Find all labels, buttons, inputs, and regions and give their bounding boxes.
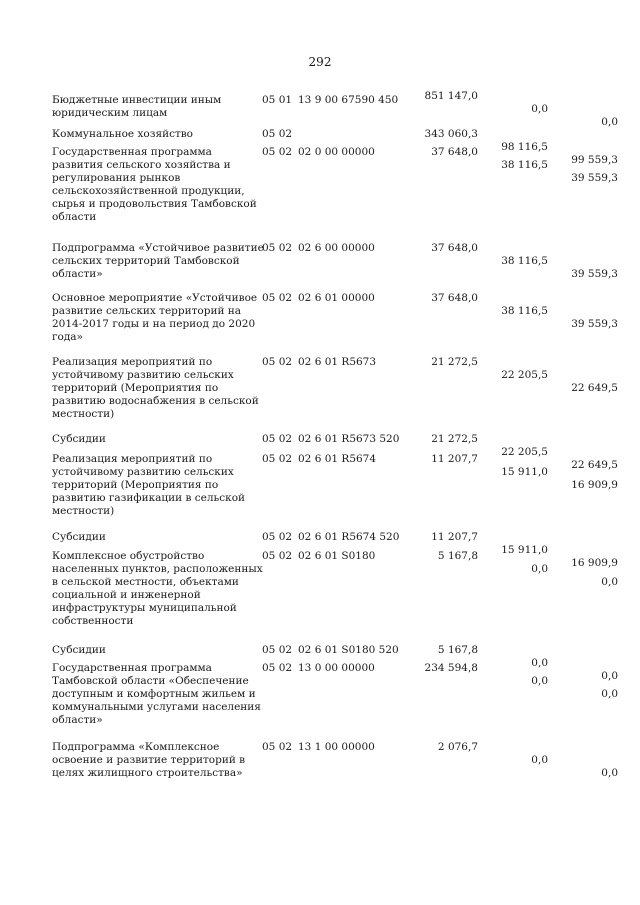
row-section-code: 05 02: [262, 531, 293, 543]
row-value-year3: 0,0: [601, 767, 618, 779]
row-name: Подпрограмма «Устойчивое развитие сельских территорий Тамбовской области»: [52, 242, 264, 280]
row-name: Подпрограмма «Комплексное освоение и развитие территорий в целях жилищного строительства»: [52, 741, 246, 779]
row-value-year3: 39 559,3: [571, 318, 618, 330]
row-value-year1: 5 167,8: [437, 550, 478, 562]
row-value-year2: 0,0: [531, 103, 548, 115]
table-row: [0, 741, 640, 780]
row-value-year3: 22 649,5: [571, 459, 618, 471]
row-name: Субсидии: [52, 531, 106, 543]
row-target-code: 02 6 01 00000: [298, 292, 375, 304]
table-row: [0, 662, 640, 726]
row-target-code: 02 6 01 R5674 520: [298, 531, 400, 543]
row-name: Государственная программа развития сельского хозяйства и регулирования рынков сельскохозяйственной продукции, сырья и продовольствия Тамбовской области: [52, 146, 257, 223]
row-section-code: 05 02: [262, 644, 293, 656]
row-value-year2: 38 116,5: [501, 305, 548, 317]
row-name: Субсидии: [52, 433, 106, 445]
row-section-code: 05 02: [262, 356, 293, 368]
row-target-code: 13 9 00 67590 450: [298, 94, 399, 106]
row-target-code: 02 6 00 00000: [298, 242, 375, 254]
row-value-year3: 22 649,5: [571, 382, 618, 394]
row-value-year2: 15 911,0: [501, 544, 548, 556]
row-value-year2: 0,0: [531, 657, 548, 669]
row-section-code: 05 02: [262, 242, 293, 254]
row-target-code: 13 0 00 00000: [298, 662, 375, 674]
row-value-year1: 21 272,5: [431, 356, 478, 368]
row-name: Реализация мероприятий по устойчивому развитию сельских территорий (Мероприятия по развитию водоснабжения в сельской местности): [52, 356, 259, 420]
table-row: [0, 242, 640, 281]
row-section-code: 05 02: [262, 741, 293, 753]
row-value-year1: 851 147,0: [424, 90, 478, 102]
table-row: [0, 292, 640, 343]
row-target-code: 13 1 00 00000: [298, 741, 375, 753]
row-section-code: 05 02: [262, 550, 293, 562]
row-value-year3: 16 909,9: [571, 479, 618, 491]
table-row: [0, 146, 640, 223]
row-value-year1: 37 648,0: [431, 292, 478, 304]
row-value-year2: 0,0: [531, 563, 548, 575]
row-value-year1: 234 594,8: [424, 662, 478, 674]
table-row: [0, 453, 640, 517]
page-number: 292: [308, 55, 332, 69]
row-value-year2: 98 116,5: [501, 141, 548, 153]
row-value-year3: 99 559,3: [571, 154, 618, 166]
row-name: Комплексное обустройство населенных пунктов, расположенных в сельской местности, объектами социальной и инженерной инфраструктуры муниципальной собственности: [52, 550, 263, 627]
row-value-year1: 21 272,5: [431, 433, 478, 445]
row-value-year3: 0,0: [601, 576, 618, 588]
row-value-year2: 38 116,5: [501, 255, 548, 267]
row-value-year1: 2 076,7: [437, 741, 478, 753]
row-value-year3: 39 559,3: [571, 172, 618, 184]
row-section-code: 05 02: [262, 146, 293, 158]
row-value-year2: 38 116,5: [501, 159, 548, 171]
row-section-code: 05 02: [262, 128, 293, 140]
row-value-year2: 22 205,5: [501, 369, 548, 381]
row-name: Коммунальное хозяйство: [52, 128, 193, 140]
row-target-code: 02 6 01 S0180 520: [298, 644, 399, 656]
row-value-year1: 37 648,0: [431, 146, 478, 158]
row-value-year3: 0,0: [601, 688, 618, 700]
row-section-code: 05 01: [262, 94, 293, 106]
row-value-year2: 15 911,0: [501, 466, 548, 478]
row-target-code: 02 6 01 R5673: [298, 356, 377, 368]
row-target-code: 02 6 01 S0180: [298, 550, 376, 562]
row-value-year1: 343 060,3: [424, 128, 478, 140]
row-section-code: 05 02: [262, 453, 293, 465]
row-value-year1: 11 207,7: [431, 453, 478, 465]
table-row: [0, 550, 640, 627]
row-name: Бюджетные инвестиции иным юридическим лицам: [52, 94, 222, 119]
row-value-year3: 0,0: [601, 670, 618, 682]
row-name: Реализация мероприятий по устойчивому развитию сельских территорий (Мероприятия по развитию газификации в сельской местности): [52, 453, 246, 517]
row-name: Субсидии: [52, 644, 106, 656]
row-target-code: 02 6 01 R5674: [298, 453, 377, 465]
row-value-year3: 0,0: [601, 116, 618, 128]
row-section-code: 05 02: [262, 292, 293, 304]
row-target-code: 02 6 01 R5673 520: [298, 433, 400, 445]
row-value-year3: 16 909,9: [571, 557, 618, 569]
table-row: [0, 356, 640, 420]
row-section-code: 05 02: [262, 433, 293, 445]
row-value-year2: 22 205,5: [501, 446, 548, 458]
row-value-year1: 11 207,7: [431, 531, 478, 543]
row-value-year1: 37 648,0: [431, 242, 478, 254]
row-target-code: 02 0 00 00000: [298, 146, 375, 158]
row-value-year3: 39 559,3: [571, 268, 618, 280]
row-name: Основное мероприятие «Устойчивое развитие сельских территорий на 2014-2017 годы и на период до 2020 года»: [52, 292, 258, 343]
row-section-code: 05 02: [262, 662, 293, 674]
row-name: Государственная программа Тамбовской области «Обеспечение доступным и комфортным жильем и коммунальными услугами населения области»: [52, 662, 261, 726]
row-value-year2: 0,0: [531, 754, 548, 766]
row-value-year2: 0,0: [531, 675, 548, 687]
row-value-year1: 5 167,8: [437, 644, 478, 656]
